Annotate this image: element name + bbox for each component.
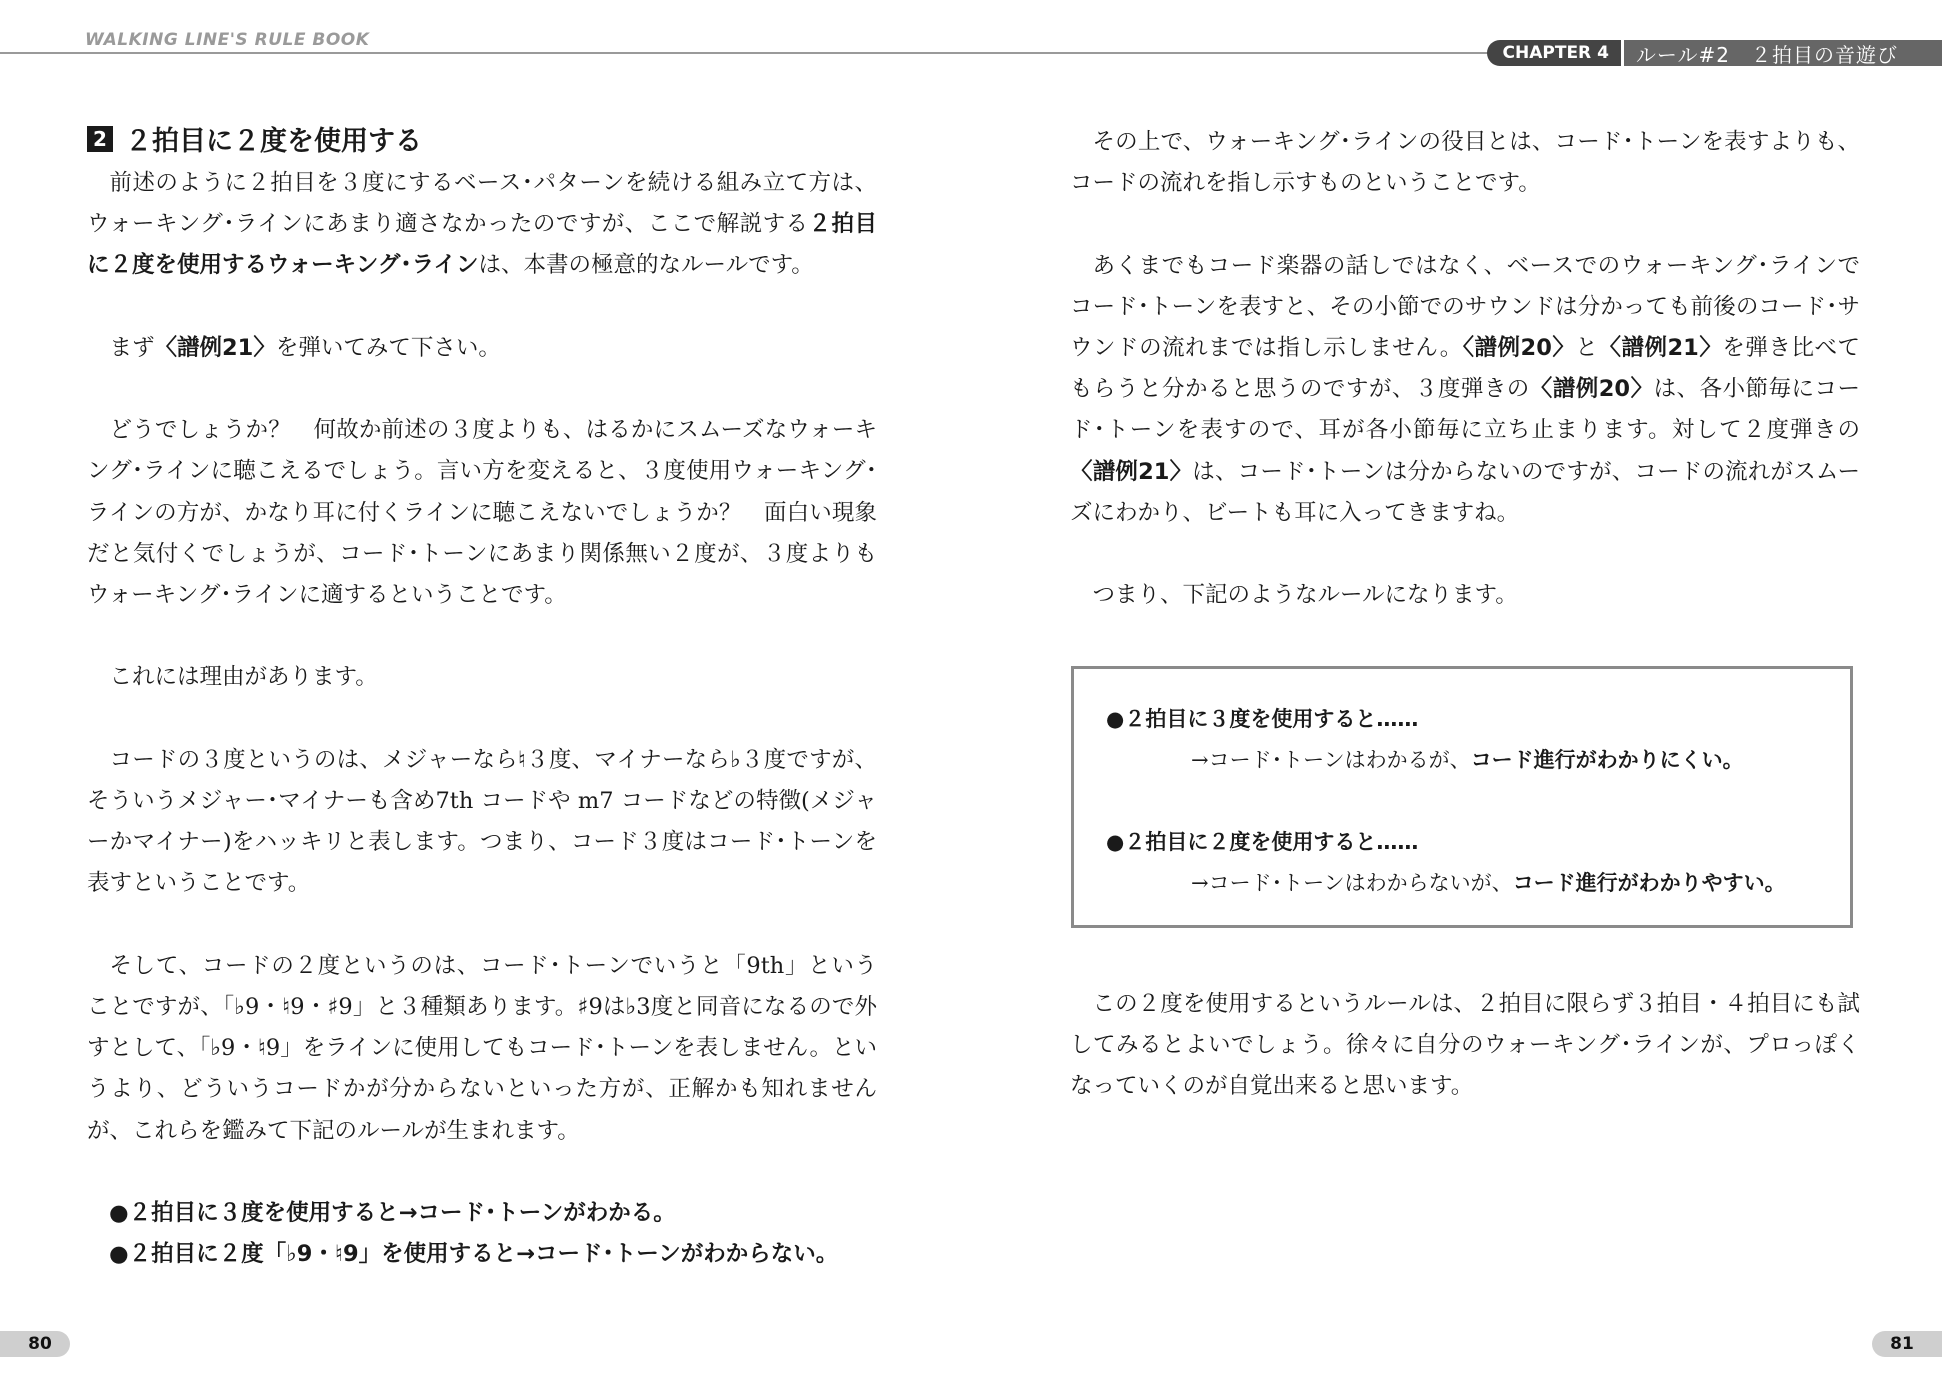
score-reference: 〈譜例21〉 bbox=[1070, 458, 1193, 485]
score-reference: 〈譜例20〉 bbox=[1529, 376, 1654, 403]
paragraph: これには理由があります。 bbox=[109, 664, 378, 691]
text: あくまでもコード楽器の話しではなく、ベースでのウォーキング･ラインでコード･トーンを表すと、その小節でのサウンドは分かっても前後のコード･サウンドの流れまでは指し示しません。 bbox=[1070, 252, 1860, 361]
section-heading bbox=[87, 119, 422, 158]
section-number-badge: 2 bbox=[87, 126, 113, 152]
paragraph: コードの３度というのは、メジャーなら♮３度、マイナーなら♭３度ですが、そういうメジャー･マイナーも含め7th コードや m7 コードなどの特徴(メジャーかマイナー)をハッキリと表します。つまり、コード３度はコード･トーンを表すということです。 bbox=[87, 746, 877, 897]
text: は、各小節毎にコード･トーンを表すので、耳が各小節毎に立ち止まります。対して２度弾きの bbox=[1070, 376, 1860, 444]
rule-summary-box bbox=[1071, 666, 1853, 928]
text: →コード･トーンはわかるが、 bbox=[1191, 748, 1471, 772]
paragraph: この２度を使用するというルールは、２拍目に限らず３拍目・４拍目にも試してみるとよいでしょう。徐々に自分のウォーキング･ラインが、プロっぽくなっていくのが自覚出来ると思います。 bbox=[1070, 991, 1860, 1100]
bold-text: ２拍目に２度を使用するウォーキング･ライン bbox=[87, 211, 877, 279]
page-number-right: 81 bbox=[1872, 1331, 1942, 1357]
paragraph: どうでしょうか？ 何故か前述の３度よりも、はるかにスムーズなウォーキング･ラインに聴こえるでしょう。言い方を変えると、３度使用ウォーキング･ラインの方が、かなり耳に付くラインに聴こえないでしょうか？ 面白い現象だと気付くでしょうが、コード･トーンにあまり関係無い２度が、３度よりもウォーキング･ラインに適するということです。 bbox=[87, 417, 877, 608]
rule-item: ●２拍目に２度を使用すると…… bbox=[1106, 830, 1419, 854]
chapter-title: ルール#2 ２拍目の音遊び bbox=[1624, 40, 1942, 66]
section-title: ２拍目に２度を使用する bbox=[125, 126, 422, 157]
rule-item: ●２拍目に３度を使用すると…… bbox=[1106, 707, 1419, 731]
text: を弾き比べてもらうと分かると思うのですが、３度弾きの bbox=[1070, 335, 1861, 403]
text: を弾いてみて下さい。 bbox=[275, 334, 501, 361]
rule-description bbox=[1106, 863, 1850, 904]
running-head: WALKING LINE'S RULE BOOK bbox=[85, 30, 370, 50]
text: 前述のように２拍目を３度にするベース･パターンを続ける組み立て方は、ウォーキング･ラインにあまり適さなかったのですが、ここで解説する bbox=[87, 170, 877, 238]
text: まず bbox=[109, 334, 155, 361]
chapter-number: CHAPTER 4 bbox=[1487, 40, 1621, 66]
rule-line: ●２拍目に２度「♭9・♮9」を使用すると→コード･トーンがわからない。 bbox=[109, 1241, 839, 1268]
bold-text: コード進行がわかりにくい。 bbox=[1470, 748, 1744, 772]
text: →コード･トーンはわからないが、 bbox=[1191, 871, 1513, 895]
text: は、本書の極意的なルールです。 bbox=[478, 252, 814, 279]
header-rule bbox=[0, 52, 1500, 54]
score-reference: 〈譜例21〉 bbox=[1598, 335, 1723, 361]
paragraph bbox=[87, 328, 877, 369]
rule-line: ●２拍目に３度を使用すると→コード･トーンがわかる。 bbox=[109, 1199, 676, 1226]
text: は、コード･トーンは分からないのですが、コードの流れがスムーズにわかり、ビートも耳に入ってきますね。 bbox=[1070, 458, 1861, 526]
paragraph: その上で、ウォーキング･ラインの役目とは、コード･トーンを表すよりも、コードの流れを指し示すものということです。 bbox=[1070, 129, 1860, 197]
paragraph: つまり、下記のようなルールになります。 bbox=[1092, 582, 1518, 609]
paragraph bbox=[1070, 246, 1860, 534]
paragraph: そして、コードの２度というのは、コード･トーンでいうと「9th」ということですが、「♭9・♮9・♯9」と３種類あります。♯9は♭3度と同音になるので外すとして、「♭9・♮9」をラインに使用してもコード･トーンを表しません。というより、どういうコードかが分からないといった方が、正解かも知れませんが、これらを鑑みて下記のルールが生まれます。 bbox=[87, 952, 877, 1144]
bold-text: コード進行がわかりやすい。 bbox=[1512, 871, 1786, 895]
score-reference: 〈譜例21〉 bbox=[154, 334, 276, 361]
score-reference: 〈譜例20〉 bbox=[1462, 335, 1576, 361]
right-page-closing bbox=[1070, 984, 1860, 1108]
chapter-tab bbox=[1487, 40, 1942, 66]
rule-description bbox=[1106, 740, 1850, 781]
text: と bbox=[1575, 335, 1599, 361]
paragraph bbox=[87, 163, 877, 287]
left-page-body bbox=[87, 163, 877, 1275]
right-page-body bbox=[1070, 122, 1860, 616]
page-number-left: 80 bbox=[0, 1331, 70, 1357]
